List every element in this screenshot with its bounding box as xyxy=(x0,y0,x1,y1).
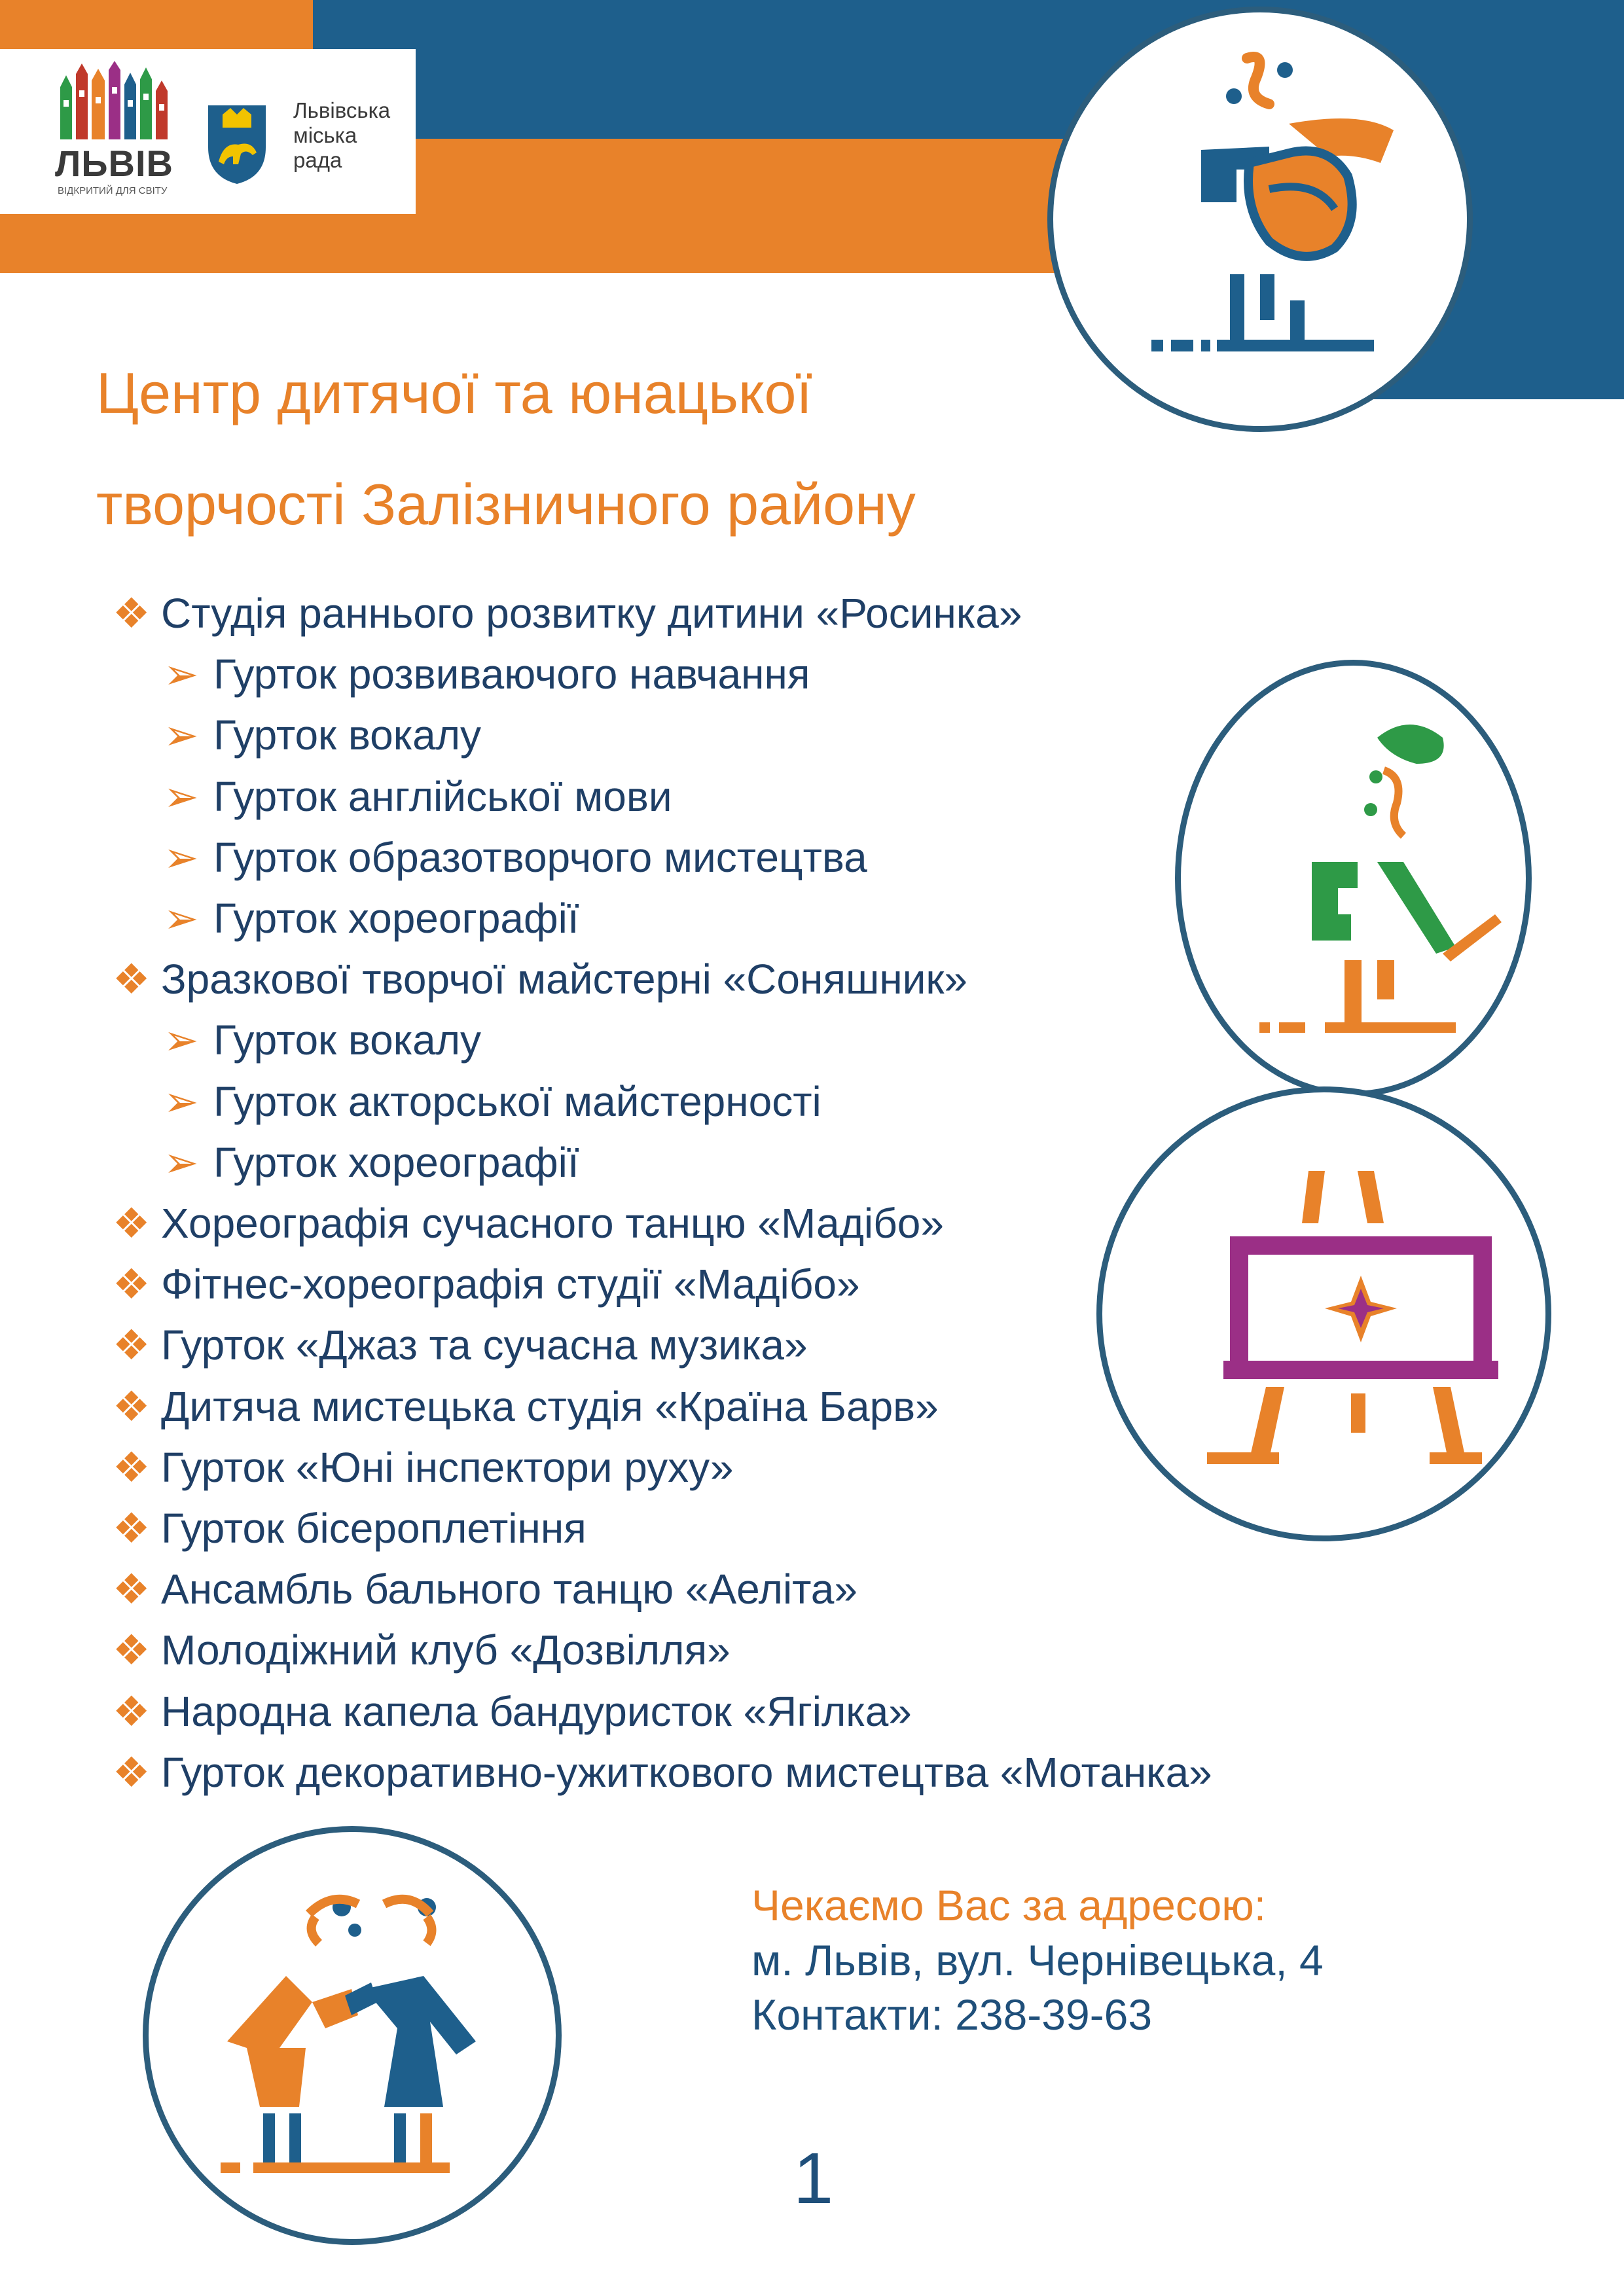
painter-circle xyxy=(1175,660,1532,1097)
list-item-label: Гурток акторської майстерності xyxy=(213,1077,821,1125)
list-item xyxy=(113,1321,808,1370)
painter-illustration-icon xyxy=(1181,666,1526,1091)
diamond-bullet-icon: ❖ xyxy=(113,1321,151,1369)
page-title-line-1: Центр дитячої та юнацької xyxy=(96,361,812,425)
diamond-bullet-icon: ❖ xyxy=(113,1261,151,1308)
easel-illustration-icon xyxy=(1102,1092,1545,1535)
list-item-label: Дитяча мистецька студія «Країна Барв» xyxy=(161,1382,939,1430)
list-item-label: Гурток вокалу xyxy=(213,1016,482,1064)
list-subitem xyxy=(164,1077,821,1126)
list-item-label: Гурток бісероплетіння xyxy=(161,1505,586,1552)
page-number: 1 xyxy=(793,2138,834,2219)
list-item xyxy=(113,955,967,1004)
list-item-label: Гурток образотворчого мистецтва xyxy=(213,833,867,881)
diamond-bullet-icon: ❖ xyxy=(113,1626,151,1674)
list-item xyxy=(113,1260,860,1309)
council-line-3: рада xyxy=(293,148,342,172)
list-item xyxy=(113,1687,912,1736)
list-item-label: Гурток декоративно-ужиткового мистецтва «Мотанка» xyxy=(161,1748,1212,1796)
arrow-bullet-icon: ➢ xyxy=(164,1077,199,1125)
contact-phone: Контакти: 238-39-63 xyxy=(751,1990,1153,2039)
contact-address: м. Львів, вул. Чернівецька, 4 xyxy=(751,1936,1324,1984)
diamond-bullet-icon: ❖ xyxy=(113,1505,151,1552)
diamond-bullet-icon: ❖ xyxy=(113,1748,151,1796)
list-item xyxy=(113,589,1022,638)
list-subitem xyxy=(164,1138,579,1187)
diamond-bullet-icon: ❖ xyxy=(113,1687,151,1735)
council-line-2: міська xyxy=(293,123,357,147)
list-item-label: Студія раннього розвитку дитини «Росинка» xyxy=(161,590,1022,637)
list-item-label: Фітнес-хореографія студії «Мадібо» xyxy=(161,1261,860,1308)
tuba-player-illustration-icon xyxy=(1053,12,1467,426)
list-item-label: Народна капела бандуристок «Ягілка» xyxy=(161,1687,912,1735)
tuba-player-circle xyxy=(1047,7,1473,432)
list-subitem xyxy=(164,833,867,882)
lviv-wordmark: ЛЬВІВ xyxy=(55,143,173,184)
list-item-label: Хореографія сучасного танцю «Мадібо» xyxy=(161,1200,944,1247)
diamond-bullet-icon: ❖ xyxy=(113,1443,151,1491)
diamond-bullet-icon: ❖ xyxy=(113,590,151,637)
list-item xyxy=(113,1565,857,1614)
list-subitem xyxy=(164,711,481,760)
list-item xyxy=(113,1504,586,1553)
list-item-label: Гурток розвиваючого навчання xyxy=(213,651,810,698)
arrow-bullet-icon: ➢ xyxy=(164,1016,199,1064)
contact-heading: Чекаємо Вас за адресою: xyxy=(751,1881,1267,1929)
list-subitem xyxy=(164,894,579,943)
list-item-label: Ансамбль бального танцю «Аеліта» xyxy=(161,1566,857,1613)
arrow-bullet-icon: ➢ xyxy=(164,1138,199,1186)
arrow-bullet-icon: ➢ xyxy=(164,772,199,820)
arrow-bullet-icon: ➢ xyxy=(164,895,199,942)
list-item xyxy=(113,1382,939,1431)
diamond-bullet-icon: ❖ xyxy=(113,1200,151,1247)
children-illustration-icon xyxy=(149,1832,556,2239)
council-name xyxy=(293,98,390,173)
page-title-line-2: творчості Залізничного району xyxy=(96,472,916,537)
easel-circle xyxy=(1096,1086,1551,1541)
list-item xyxy=(113,1199,944,1248)
logo-panel xyxy=(0,49,416,214)
list-item-label: Зразкової творчої майстерні «Соняшник» xyxy=(161,956,967,1003)
coat-of-arms-icon xyxy=(204,101,270,187)
list-item-label: Гурток «Джаз та сучасна музика» xyxy=(161,1321,808,1369)
list-item-label: Гурток вокалу xyxy=(213,711,482,759)
list-subitem xyxy=(164,1016,481,1065)
arrow-bullet-icon: ➢ xyxy=(164,651,199,698)
list-item-label: Гурток хореографії xyxy=(213,1138,579,1186)
diamond-bullet-icon: ❖ xyxy=(113,1382,151,1430)
list-subitem xyxy=(164,772,672,821)
diamond-bullet-icon: ❖ xyxy=(113,956,151,1003)
list-subitem xyxy=(164,650,810,699)
council-line-1: Львівська xyxy=(293,98,391,122)
list-item xyxy=(113,1626,731,1675)
lviv-tagline: ВІДКРИТИЙ ДЛЯ СВІТУ xyxy=(58,185,168,196)
header-orange-band xyxy=(0,0,313,52)
arrow-bullet-icon: ➢ xyxy=(164,711,199,759)
list-item xyxy=(113,1748,1212,1797)
list-item-label: Гурток «Юні інспектори руху» xyxy=(161,1443,734,1491)
list-item-label: Гурток англійської мови xyxy=(213,772,672,820)
diamond-bullet-icon: ❖ xyxy=(113,1566,151,1613)
list-item-label: Молодіжний клуб «Дозвілля» xyxy=(161,1626,731,1674)
arrow-bullet-icon: ➢ xyxy=(164,833,199,881)
list-item-label: Гурток хореографії xyxy=(213,895,579,942)
list-item xyxy=(113,1443,733,1492)
lviv-towers-logo-icon xyxy=(56,61,174,139)
children-circle xyxy=(143,1826,562,2245)
